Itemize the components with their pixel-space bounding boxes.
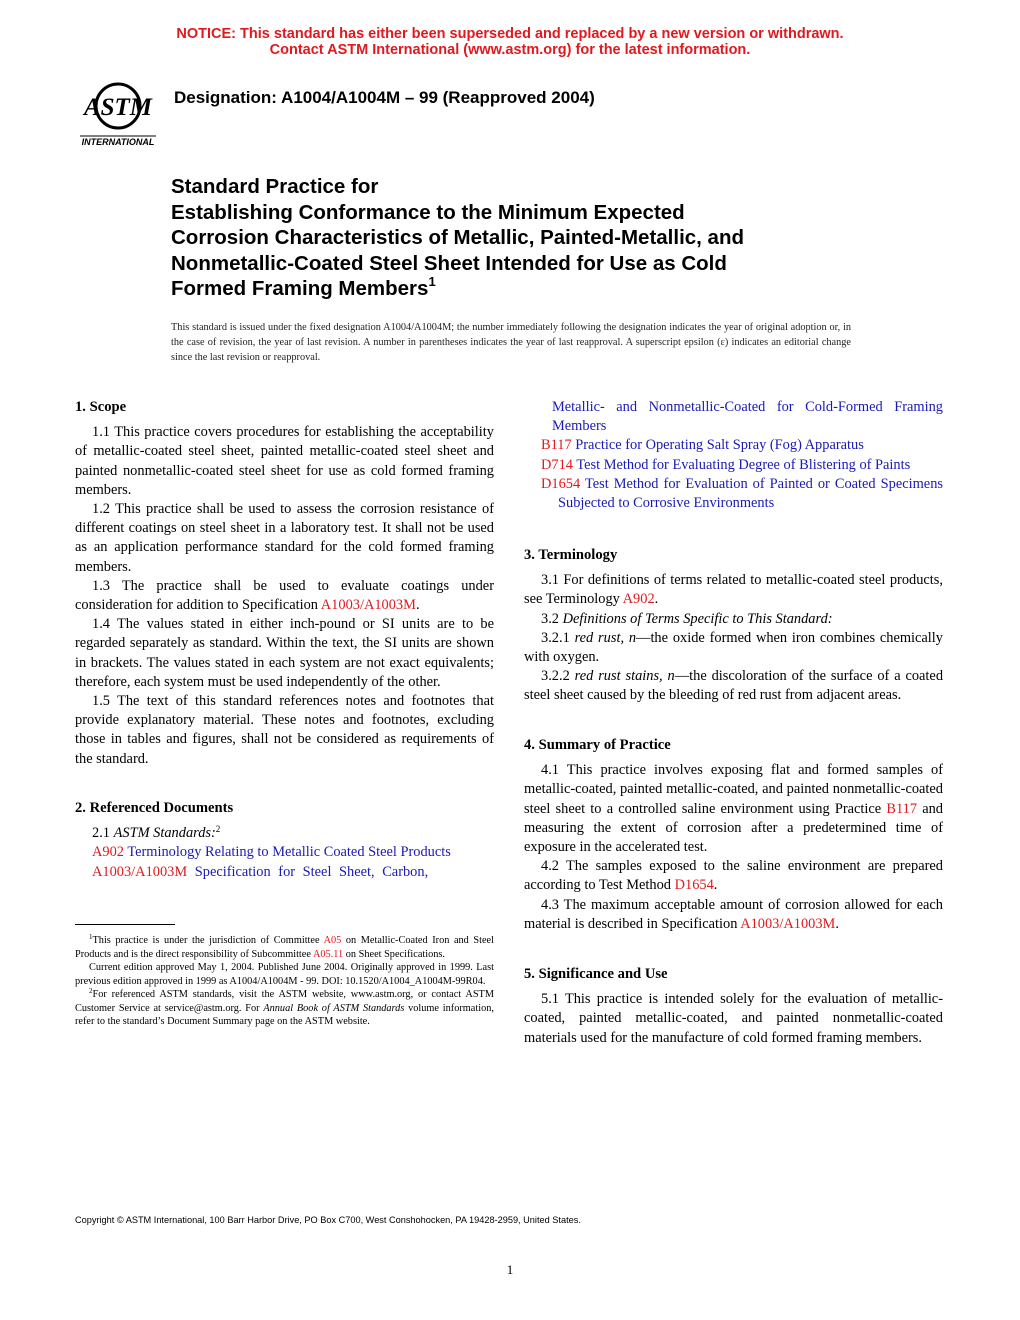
ref-a1003-continued[interactable]: Metallic- and Nonmetallic-Coated for Cold-Formed Framing Members xyxy=(552,399,943,435)
link-a05-11[interactable]: A05.11 xyxy=(312,948,344,960)
terminology-p4: 3.2.2 red rust stains, n—the discoloration of the surface of a coated steel sheet caused by the bleeding of red rust from adjacent areas. xyxy=(524,668,944,704)
link-a1003[interactable]: A1003/A1003M xyxy=(320,597,416,614)
scope-heading: 1. Scope xyxy=(75,399,127,415)
scope-p2: 1.2 This practice shall be used to assess the corrosion resistance of different coatings on steel sheet in a laboratory test. It shall not be used as an application performance standard for the cold formed framing members. xyxy=(75,501,494,575)
notice-line-1: NOTICE: This standard has either been superseded and replaced by a new version or withdrawn. xyxy=(176,26,844,42)
summary-p2: 4.2 The samples exposed to the saline environment are prepared according to Test Method D1654. xyxy=(524,858,943,894)
link-a05[interactable]: A05 xyxy=(323,935,342,946)
referenced-continued xyxy=(524,398,943,513)
summary-p3: 4.3 The maximum acceptable amount of corrosion allowed for each material is described in Specification A1003/A1003M. xyxy=(524,896,943,932)
footnote-2: $^2$For referenced ASTM standards, visit the ASTM website, www.astm.org, or contact ASTM Customer Service at service@astm.org. For Annual Book of ASTM Standards volume information, refer to the standard’s Document Summary page on the ASTM website. xyxy=(75,987,494,1027)
significance-heading: 5. Significance and Use xyxy=(524,966,668,982)
link-a1003-spec[interactable]: A1003/A1003M xyxy=(740,915,836,932)
copyright: Copyright © ASTM International, 100 Barr Harbor Drive, PO Box C700, West Conshohocken, PA 19428-2959, United States. xyxy=(75,1215,581,1225)
section-terminology xyxy=(524,546,943,706)
terminology-p3: 3.2.1 red rust, n—the oxide formed when iron combines chemically with oxygen. xyxy=(524,629,944,666)
section-significance xyxy=(524,965,943,1048)
page-number: 1 xyxy=(506,1262,514,1277)
ref-a902[interactable]: A902 Terminology Relating to Metallic Coated Steel Products xyxy=(92,844,451,861)
link-a902[interactable]: A902 xyxy=(622,591,655,608)
ref-d1654[interactable]: D1654 Test Method for Evaluation of Painted or Coated Specimens Subjected to Corrosive Environments xyxy=(541,475,943,512)
ref-d714[interactable]: D714 Test Method for Evaluating Degree of Blistering of Paints xyxy=(541,456,911,473)
astm-standards-label: 2.1 ASTM Standards:$^2$ xyxy=(92,824,221,842)
scope-p1: 1.1 This practice covers procedures for establishing the acceptability of metallic-coated steel sheet, painted metallic-coated steel sheet and painted nonmetallic-coated steel sheet for use as cold formed framing members. xyxy=(75,424,494,498)
scope-p5: 1.5 The text of this standard references notes and footnotes that provide explanatory material. These notes and footnotes, excluding those in tables and figures, shall not be considered as requirements of the standard. xyxy=(75,693,494,767)
logo-label: INTERNATIONAL xyxy=(81,137,155,147)
summary-heading: 4. Summary of Practice xyxy=(524,737,671,753)
designation: Designation: A1004/A1004M – 99 (Reapproved 2004) xyxy=(174,88,595,107)
terminology-p1: 3.1 For definitions of terms related to metallic-coated steel products, see Terminology A902. xyxy=(524,572,943,608)
ref-b117[interactable]: B117 Practice for Operating Salt Spray (Fog) Apparatus xyxy=(541,437,864,454)
referenced-heading: 2. Referenced Documents xyxy=(75,800,234,816)
footnotes xyxy=(75,934,494,1029)
astm-logo-icon xyxy=(74,78,162,148)
scope-p4: 1.4 The values stated in either inch-pound or SI units are to be regarded separately as standard. Within the text, the SI units are shown in brackets. The values stated in each system are not exact equivalents; therefore, each system must be used independently of the other. xyxy=(75,616,494,690)
footnote-1-edition: Current edition approved May 1, 2004. Published June 2004. Originally approved in 1999. Last previous edition approved in 1999 as A1004/A1004M - 99. DOI: 10.1520/A1004_A1004M-99R04. xyxy=(75,962,494,987)
significance-p1: 5.1 This practice is intended solely for the evaluation of metallic-coated, painted metallic-coated, and painted nonmetallic-coated materials used for the manufacture of cold formed framing members. xyxy=(524,991,943,1046)
terminology-p2: 3.2 Definitions of Terms Specific to This Standard: xyxy=(541,610,833,627)
footnote-1: $^1$This practice is under the jurisdiction of Committee A05 on Metallic-Coated Iron and Steel Products and is the direct responsibility of Subcommittee A05.11 on Sheet Specifications. xyxy=(75,933,494,960)
footnote-divider xyxy=(75,924,175,925)
link-b117[interactable]: B117 xyxy=(886,800,918,817)
notice-line-2: Contact ASTM International (www.astm.org) for the latest information. xyxy=(269,42,751,58)
section-referenced-documents xyxy=(75,799,494,882)
link-d1654[interactable]: D1654 xyxy=(674,877,714,894)
issuance-note: This standard is issued under the fixed designation A1004/A1004M; the number immediately following the designation indicates the year of original adoption or, in the case of revision, the year of last revision. A number in parentheses indicates the year of last reapproval. A superscript epsilon (ε) indicates an editorial change since the last revision or reapproval. xyxy=(171,322,851,364)
scope-p3: 1.3 The practice shall be used to evaluate coatings under consideration for addition to Specification A1003/A1003M. xyxy=(75,577,494,614)
ref-a1003[interactable]: A1003/A1003M Specification for Steel Sheet, Carbon, xyxy=(92,863,429,880)
summary-p1: 4.1 This practice involves exposing flat and formed samples of metallic-coated, painted metallic-coated, and painted nonmetallic-coated steel sheet to a controlled saline environment using Practice B117 and measuring the extent of corrosion after a predetermined time of exposure in the accelerated test. xyxy=(524,762,943,856)
section-scope xyxy=(75,398,494,769)
svg-text:ASTM: ASTM xyxy=(83,94,153,121)
document-title: Standard Practice for Establishing Conformance to the Minimum Expected Corrosion Characteristics of Metallic, Painted-Metallic, and Nonmetallic-Coated Steel Sheet Intended for Use as Cold Formed Framing Members$^1$ xyxy=(171,175,744,300)
terminology-heading: 3. Terminology xyxy=(524,547,618,563)
section-summary xyxy=(524,736,943,934)
